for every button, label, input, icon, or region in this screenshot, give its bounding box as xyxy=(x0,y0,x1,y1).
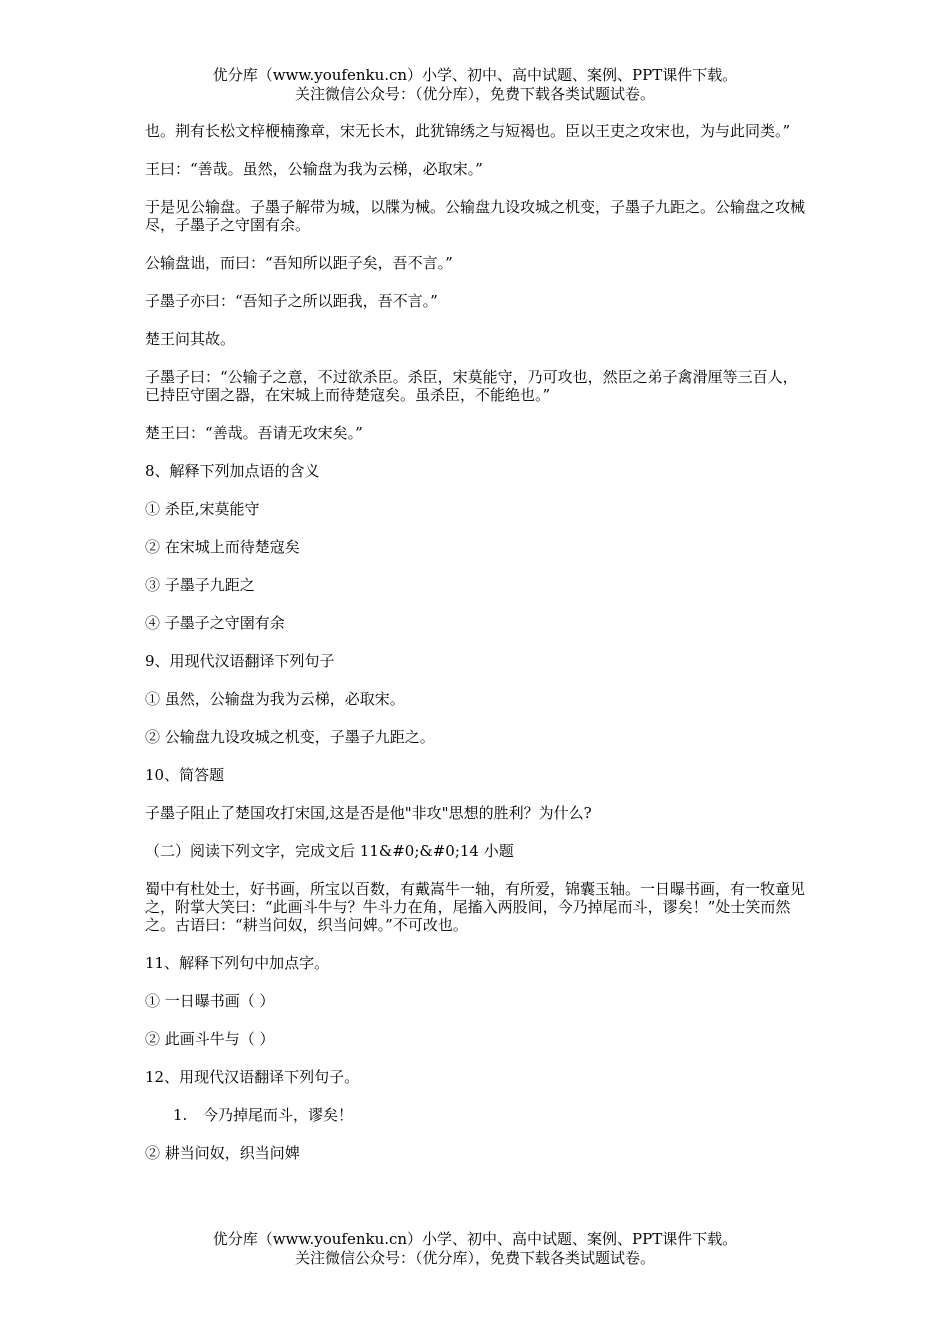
header-line-2: 关注微信公众号：（优分库），免费下载各类试题试卷。 xyxy=(294,85,655,103)
paragraph: 子墨子亦曰：“吾知子之所以距我，吾不言。” xyxy=(145,292,438,310)
paragraph: 于是见公输盘。子墨子解带为城，以牒为械。公输盘九设攻城之机变，子墨子九距之。公输盘之攻械尽，子墨子之守圉有余。 xyxy=(145,198,806,234)
paragraph: 公输盘诎，而曰：“吾知所以距子矣，吾不言。” xyxy=(145,254,453,272)
question-item: ① 杀臣,宋莫能守 xyxy=(145,500,260,518)
passage-paragraph: 蜀中有杜处士，好书画，所宝以百数，有戴嵩牛一轴，有所爱，锦囊玉轴。一日曝书画，有一牧童见之，附掌大笑曰：“此画斗牛与？牛斗力在角，尾搐入两股间，今乃掉尾而斗，谬矣！”处士笑而然之。古语曰：“耕当问奴，织当问婢。”不可改也。 xyxy=(145,880,806,934)
question-heading: 8、解释下列加点语的含义 xyxy=(145,462,320,480)
numbered-list-item xyxy=(145,1106,810,1124)
section-heading: （二）阅读下列文字，完成文后 11&#0;&#0;14 小题 xyxy=(145,842,514,860)
header-line-1: 优分库（www.youfenku.cn）小学、初中、高中试题、案例、PPT课件下载。 xyxy=(212,66,738,84)
question-heading: 10、简答题 xyxy=(145,766,225,784)
paragraph: 子墨子曰：“公输子之意，不过欲杀臣。杀臣，宋莫能守，乃可攻也，然臣之弟子禽滑厘等三百人，已持臣守圉之器，在宋城上而待楚寇矣。虽杀臣，不能绝也。” xyxy=(145,368,798,404)
paragraph: 王曰：“善哉。虽然，公输盘为我为云梯，必取宋。” xyxy=(145,160,483,178)
list-item-text: 今乃掉尾而斗，谬矣！ xyxy=(203,1106,354,1124)
question-item: ③ 子墨子九距之 xyxy=(145,576,255,594)
footer-line-2: 关注微信公众号：（优分库），免费下载各类试题试卷。 xyxy=(294,1249,655,1267)
paragraph: 楚王问其故。 xyxy=(145,330,236,348)
list-number: 1. xyxy=(173,1106,188,1124)
document-body xyxy=(145,122,810,1182)
question-item: ① 虽然，公输盘为我为云梯，必取宋。 xyxy=(145,690,405,708)
question-heading: 12、用现代汉语翻译下列句子。 xyxy=(145,1068,360,1086)
page-header xyxy=(0,66,950,104)
question-item: ④ 子墨子之守圉有余 xyxy=(145,614,285,632)
page-footer xyxy=(0,1230,950,1268)
question-item: ② 此画斗牛与（ ） xyxy=(145,1030,275,1048)
question-heading: 11、解释下列句中加点字。 xyxy=(145,954,330,972)
question-item: ② 公输盘九设攻城之机变，子墨子九距之。 xyxy=(145,728,435,746)
footer-line-1: 优分库（www.youfenku.cn）小学、初中、高中试题、案例、PPT课件下载。 xyxy=(212,1230,738,1248)
paragraph: 楚王曰：“善哉。吾请无攻宋矣。” xyxy=(145,424,363,442)
question-item: 子墨子阻止了楚国攻打宋国,这是否是他"非攻"思想的胜利？为什么? xyxy=(145,804,592,822)
question-heading: 9、用现代汉语翻译下列句子 xyxy=(145,652,335,670)
question-item: ② 在宋城上而待楚寇矣 xyxy=(145,538,300,556)
question-item: ② 耕当问奴，织当问婢 xyxy=(145,1144,300,1162)
paragraph: 也。荆有长松文梓楩楠豫章，宋无长木，此犹锦绣之与短褐也。臣以王吏之攻宋也，为与此同类。” xyxy=(145,122,791,140)
question-item: ① 一日曝书画（ ） xyxy=(145,992,275,1010)
